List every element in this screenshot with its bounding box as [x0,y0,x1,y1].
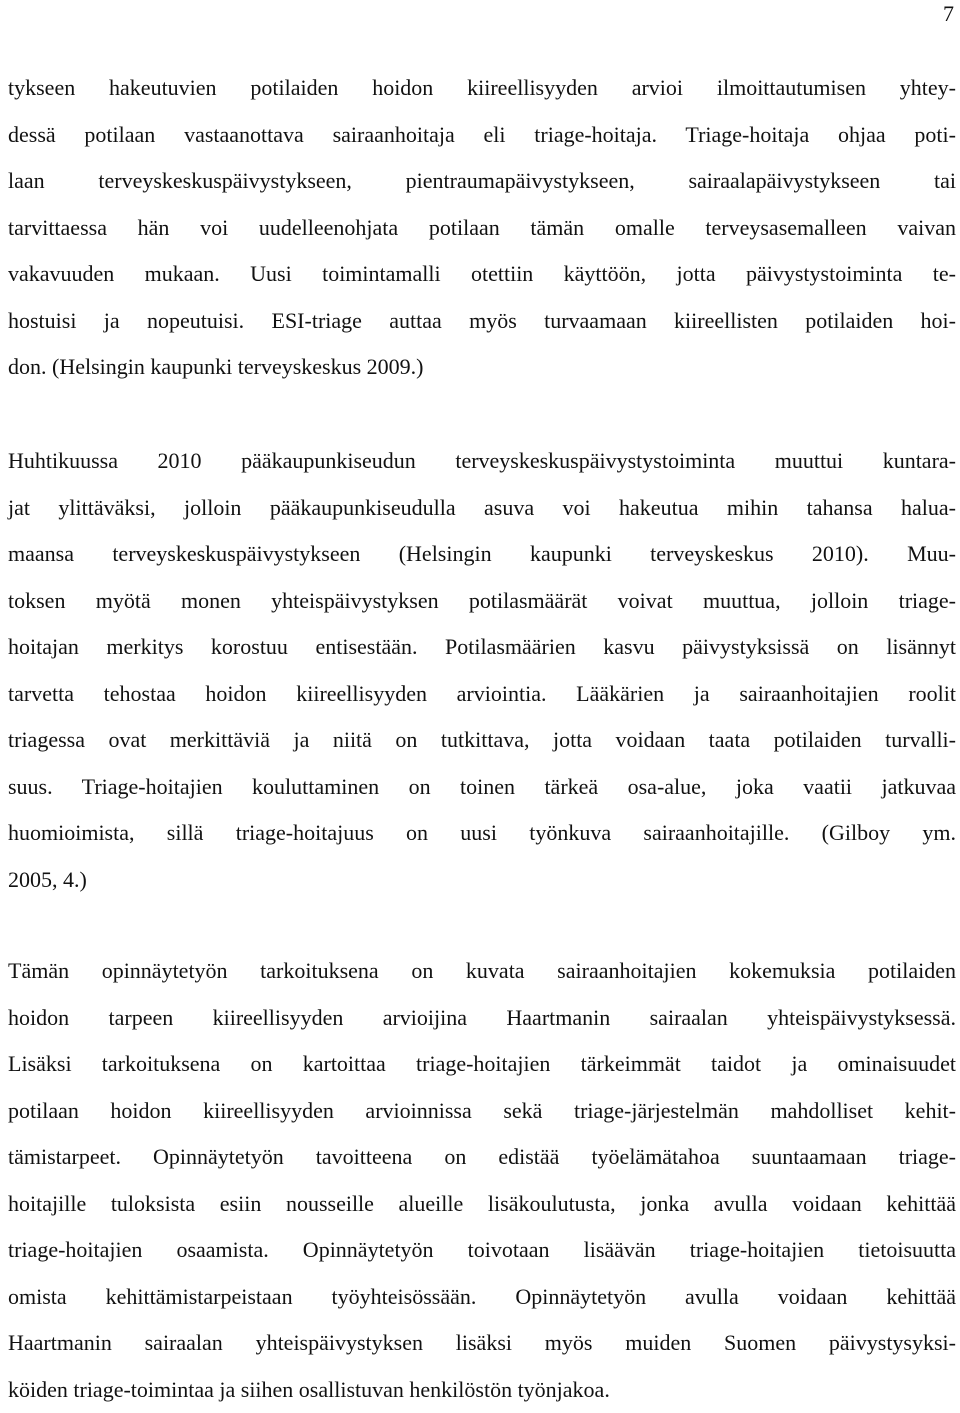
text-line: Lisäksi tarkoituksena on kartoittaa triage-hoitajien tärkeimmät taidot ja ominaisuudet [8,1041,956,1088]
text-line: hoitajan merkitys korostuu entisestään. Potilasmäärien kasvu päivystyksissä on lisännyt [8,624,956,671]
text-line: tykseen hakeutuvien potilaiden hoidon kiireellisyyden arvioi ilmoittautumisen yhtey- [8,65,956,112]
text-line: köiden triage-toimintaa ja siihen osallistuvan henkilöstön työnjakoa. [8,1367,956,1413]
text-line: toksen myötä monen yhteispäivystyksen potilasmäärät voivat muuttua, jolloin triage- [8,578,956,625]
text-line: vakavuuden mukaan. Uusi toimintamalli otettiin käyttöön, jotta päivystystoiminta te- [8,251,956,298]
text-line: suus. Triage-hoitajien kouluttaminen on toinen tärkeä osa-alue, joka vaatii jatkuvaa [8,764,956,811]
text-line: tarvittaessa hän voi uudelleenohjata potilaan tämän omalle terveysasemalleen vaivan [8,205,956,252]
text-line: hoidon tarpeen kiireellisyyden arvioijina Haartmanin sairaalan yhteispäivystyksessä. [8,995,956,1042]
text-line: maansa terveyskeskuspäivystykseen (Helsingin kaupunki terveyskeskus 2010). Muu- [8,531,956,578]
text-line: potilaan hoidon kiireellisyyden arvioinnissa sekä triage-järjestelmän mahdolliset kehit- [8,1088,956,1135]
paragraph-1 [8,65,956,391]
text-line: triage-hoitajien osaamista. Opinnäytetyön toivotaan lisäävän triage-hoitajien tietoisuutta [8,1227,956,1274]
text-line: huomioimista, sillä triage-hoitajuus on uusi työnkuva sairaanhoitajille. (Gilboy ym. [8,810,956,857]
paragraph-2 [8,438,956,903]
text-line: 2005, 4.) [8,857,956,904]
text-line: Haartmanin sairaalan yhteispäivystyksen lisäksi myös muiden Suomen päivystysyksi- [8,1320,956,1367]
text-line: laan terveyskeskuspäivystykseen, pientraumapäivystykseen, sairaalapäivystykseen tai [8,158,956,205]
text-line: tämistarpeet. Opinnäytetyön tavoitteena on edistää työelämätahoa suuntaamaan triage- [8,1134,956,1181]
text-line: Huhtikuussa 2010 pääkaupunkiseudun terveyskeskuspäivystystoiminta muuttui kuntara- [8,438,956,485]
text-line: omista kehittämistarpeistaan työyhteisössään. Opinnäytetyön avulla voidaan kehittää [8,1274,956,1321]
text-line: dessä potilaan vastaanottava sairaanhoitaja eli triage-hoitaja. Triage-hoitaja ohjaa poti- [8,112,956,159]
text-line: tarvetta tehostaa hoidon kiireellisyyden arviointia. Lääkärien ja sairaanhoitajien roolit [8,671,956,718]
paragraph-3 [8,948,956,1413]
text-line: hostuisi ja nopeutuisi. ESI-triage auttaa myös turvaamaan kiireellisten potilaiden hoi- [8,298,956,345]
text-line: Tämän opinnäytetyön tarkoituksena on kuvata sairaanhoitajien kokemuksia potilaiden [8,948,956,995]
text-line: jat ylittäväksi, jolloin pääkaupunkiseudulla asuva voi hakeutua mihin tahansa halua- [8,485,956,532]
text-line: hoitajille tuloksista esiin nousseille alueille lisäkoulutusta, jonka avulla voidaan kehittää [8,1181,956,1228]
page-number: 7 [943,0,954,28]
text-line: don. (Helsingin kaupunki terveyskeskus 2009.) [8,344,956,391]
text-line: triagessa ovat merkittäviä ja niitä on tutkittava, jotta voidaan taata potilaiden turvalli- [8,717,956,764]
